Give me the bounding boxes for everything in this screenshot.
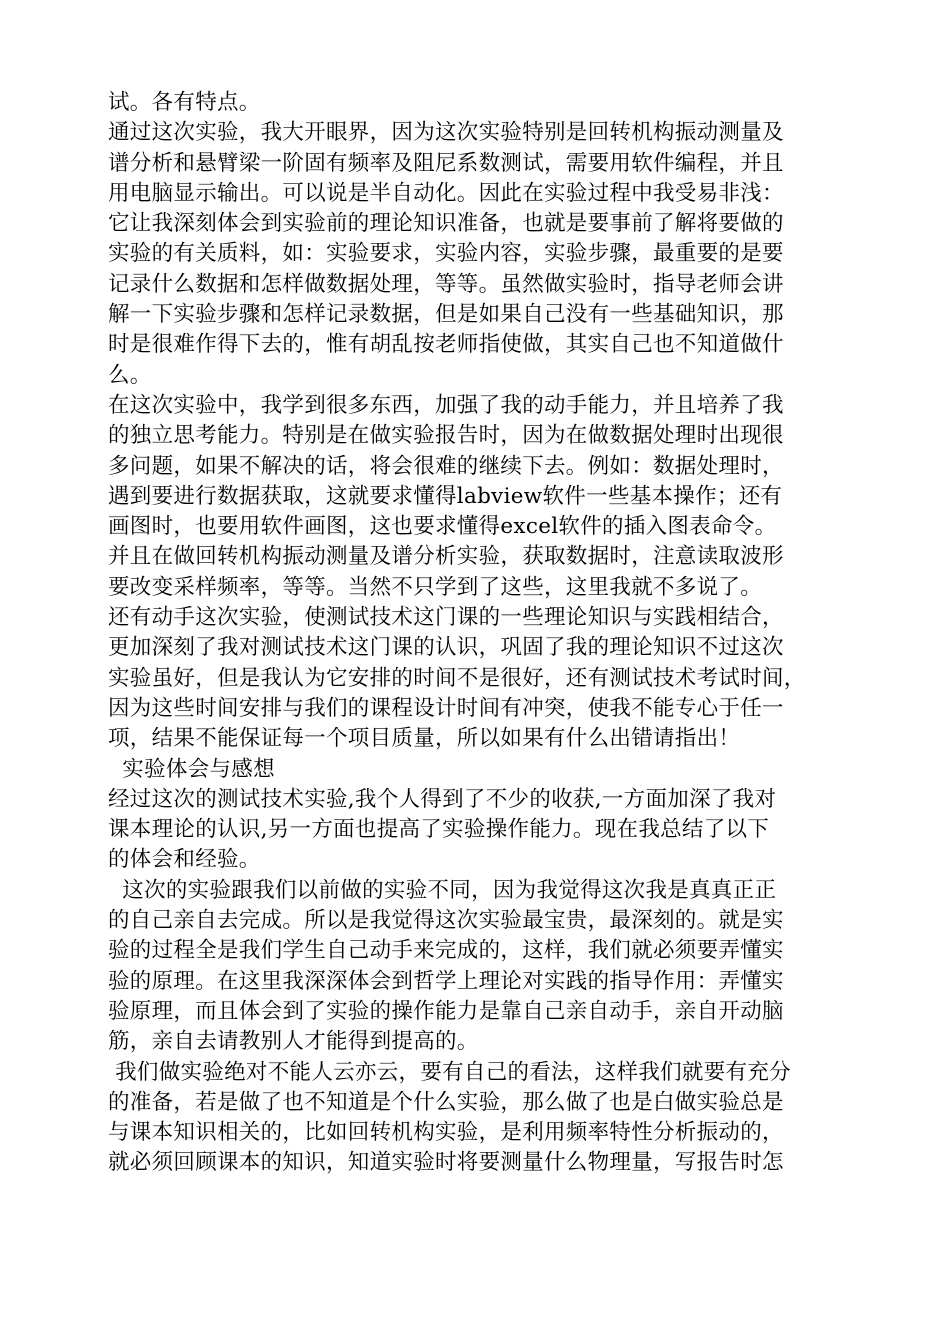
text-line: 要改变采样频率，等等。当然不只学到了这些，这里我就不多说了。 xyxy=(108,574,763,600)
text-line: 项，结果不能保证每一个项目质量，所以如果有什么出错请指出！ xyxy=(108,726,741,752)
text-line: 验的原理。在这里我深深体会到哲学上理论对实践的指导作用：弄懂实 xyxy=(108,968,784,994)
text-line: 画图时，也要用软件画图，这也要求懂得excel软件的插入图表命令。 xyxy=(108,514,777,540)
text-line: 还有动手这次实验，使测试技术这门课的一些理论知识与实践相结合， xyxy=(108,605,784,631)
text-line: 试。各有特点。 xyxy=(108,90,261,115)
text-line: 的准备，若是做了也不知道是个什么实验，那么做了也是白做实验总是 xyxy=(108,1089,784,1115)
text-line: 验的过程全是我们学生自己动手来完成的，这样，我们就必须要弄懂实 xyxy=(108,938,784,964)
text-line: 我们做实验绝对不能人云亦云，要有自己的看法，这样我们就要有充分 xyxy=(108,1059,791,1085)
text-line: 用电脑显示输出。可以说是半自动化。因此在实验过程中我受易非浅： xyxy=(108,180,784,206)
text-line: 验原理，而且体会到了实验的操作能力是靠自己亲自动手，亲自开动脑 xyxy=(108,998,784,1024)
text-line: 在这次实验中，我学到很多东西，加强了我的动手能力，并且培养了我 xyxy=(108,392,784,418)
text-line: 的自己亲自去完成。所以是我觉得这次实验最宝贵，最深刻的。就是实 xyxy=(108,908,784,934)
text-line: 谱分析和悬臂梁一阶固有频率及阻尼系数测试，需要用软件编程，并且 xyxy=(108,150,784,176)
text-line: 通过这次实验，我大开眼界，因为这次实验特别是回转机构振动测量及 xyxy=(108,120,784,146)
text-line: 就必须回顾课本的知识，知道实验时将要测量什么物理量，写报告时怎 xyxy=(108,1150,784,1176)
text-line: 这次的实验跟我们以前做的实验不同，因为我觉得这次我是真真正正 xyxy=(108,877,777,903)
text-line: 并且在做回转机构振动测量及谱分析实验，获取数据时，注意读取波形 xyxy=(108,544,784,570)
text-line: 它让我深刻体会到实验前的理论知识准备，也就是要事前了解将要做的 xyxy=(108,211,784,237)
text-line: 记录什么数据和怎样做数据处理，等等。虽然做实验时，指导老师会讲 xyxy=(108,271,784,297)
text-line: 的体会和经验。 xyxy=(108,847,261,873)
text-line: 与课本知识相关的，比如回转机构实验，是利用频率特性分析振动的， xyxy=(108,1120,784,1146)
text-line: 多问题，如果不解决的话，将会很难的继续下去。例如：数据处理时， xyxy=(108,453,784,479)
document-page xyxy=(108,88,838,1179)
text-line: 课本理论的认识,另一方面也提高了实验操作能力。现在我总结了以下 xyxy=(108,817,770,843)
section-heading: 实验体会与感想 xyxy=(108,756,275,782)
text-line: 解一下实验步骤和怎样记录数据，但是如果自己没有一些基础知识，那 xyxy=(108,302,784,328)
text-line: 经过这次的测试技术实验,我个人得到了不少的收获,一方面加深了我对 xyxy=(108,786,777,812)
text-line: 实验的有关质料，如：实验要求，实验内容，实验步骤，最重要的是要 xyxy=(108,241,784,267)
text-line: 实验虽好，但是我认为它安排的时间不是很好，还有测试技术考试时间， xyxy=(108,665,806,691)
text-line: 遇到要进行数据获取，这就要求懂得labview软件一些基本操作；还有 xyxy=(108,483,783,509)
text-line: 更加深刻了我对测试技术这门课的认识，巩固了我的理论知识不过这次 xyxy=(108,635,784,661)
text-line: 因为这些时间安排与我们的课程设计时间有冲突，使我不能专心于任一 xyxy=(108,695,784,721)
text-line: 么。 xyxy=(108,362,152,388)
text-line: 时是很难作得下去的，惟有胡乱按老师指使做，其实自己也不知道做什 xyxy=(108,332,784,358)
text-line: 筋，亲自去请教别人才能得到提高的。 xyxy=(108,1029,479,1055)
text-line: 的独立思考能力。特别是在做实验报告时，因为在做数据处理时出现很 xyxy=(108,423,784,449)
